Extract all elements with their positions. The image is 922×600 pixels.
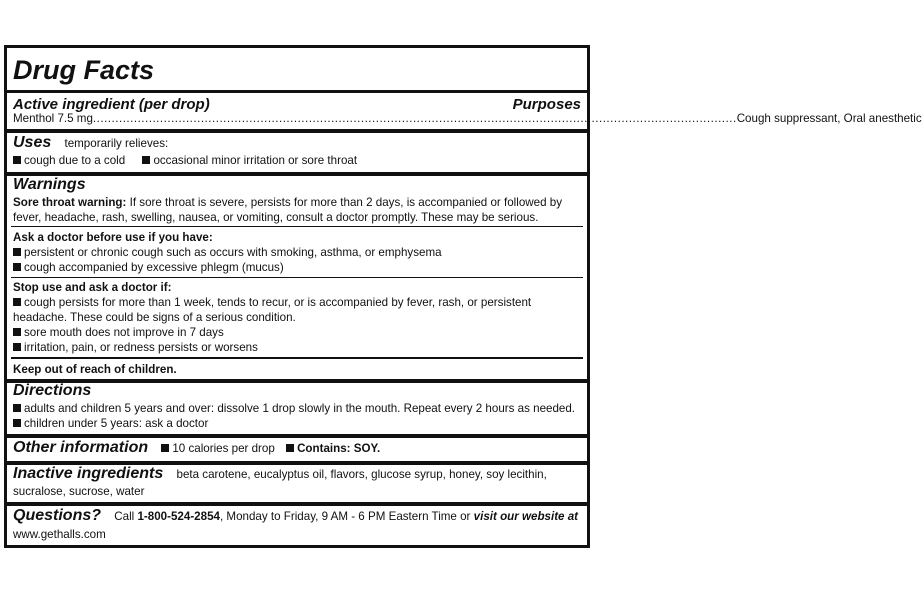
keep-out-of-reach: Keep out of reach of children.	[13, 363, 177, 376]
list-item: adults and children 5 years and over: dissolve 1 drop slowly in the mouth. Repeat every 2 hours as needed.	[13, 402, 581, 416]
bullet-icon	[13, 156, 21, 164]
dot-leader: .............................................................................................................................................................................	[92, 112, 737, 125]
phone-number[interactable]: 1-800-524-2854	[137, 510, 220, 523]
bullet-icon	[13, 343, 21, 351]
list-item-cont: headache. These could be signs of a serious condition.	[13, 311, 296, 324]
active-ingredient-header: Active ingredient (per drop) Purposes	[13, 96, 581, 113]
bullet-icon	[13, 263, 21, 271]
divider	[11, 226, 583, 227]
divider	[7, 379, 587, 383]
active-ingredient-row: Menthol 7.5 mg ............................................................................................................................................................................. Cough suppressant, Oral anesthetic	[13, 112, 922, 125]
questions-row: Questions? Call 1-800-524-2854, Monday to Friday, 9 AM - 6 PM Eastern Time or visit our website at	[13, 507, 579, 524]
inactive-ingredients-cont: sucralose, sucrose, water	[13, 485, 145, 498]
uses-header: Uses temporarily relieves:	[13, 134, 169, 151]
other-information: Other information 10 calories per drop Contains: SOY.	[13, 439, 381, 456]
website-row	[13, 528, 581, 542]
list-item: sore mouth does not improve in 7 days	[13, 326, 581, 340]
divider	[7, 172, 587, 176]
list-item: persistent or chronic cough such as occurs with smoking, asthma, or emphysema	[13, 246, 581, 260]
stop-use-heading: Stop use and ask a doctor if:	[13, 281, 172, 294]
bullet-icon	[161, 444, 169, 452]
bullet-icon	[13, 248, 21, 256]
divider	[11, 357, 583, 359]
divider	[7, 129, 587, 133]
list-item: irritation, pain, or redness persists or worsens	[13, 341, 581, 355]
bullet-icon	[13, 298, 21, 306]
list-item: cough persists for more than 1 week, tends to recur, or is accompanied by fever, rash, or persistent	[13, 296, 581, 310]
bullet-icon	[13, 328, 21, 336]
drug-facts-panel	[4, 45, 922, 548]
warnings-heading: Warnings	[13, 176, 86, 193]
directions-heading: Directions	[13, 382, 92, 399]
divider	[7, 434, 587, 438]
sore-throat-warning: Sore throat warning: If sore throat is severe, persists for more than 2 days, is accompanied or followed by	[13, 196, 562, 209]
drug-facts-title: Drug Facts	[13, 55, 155, 85]
divider	[11, 277, 583, 278]
website-link[interactable]: www.gethalls.com	[13, 528, 106, 541]
bullet-icon	[13, 419, 21, 427]
divider	[7, 502, 587, 506]
bullet-icon	[13, 404, 21, 412]
inactive-ingredients: Inactive ingredients beta carotene, eucalyptus oil, flavors, glucose syrup, honey, soy lecithin,	[13, 465, 547, 482]
bullet-icon	[286, 444, 294, 452]
uses-items: cough due to a cold occasional minor irritation or sore throat	[13, 154, 581, 168]
ask-doctor-heading: Ask a doctor before use if you have:	[13, 231, 213, 244]
list-item: cough accompanied by excessive phlegm (mucus)	[13, 261, 581, 275]
divider	[7, 90, 587, 93]
sore-throat-warning-cont: fever, headache, rash, swelling, nausea, or vomiting, consult a doctor promptly. These may be serious.	[13, 211, 539, 224]
list-item: children under 5 years: ask a doctor	[13, 417, 581, 431]
bullet-icon	[142, 156, 150, 164]
